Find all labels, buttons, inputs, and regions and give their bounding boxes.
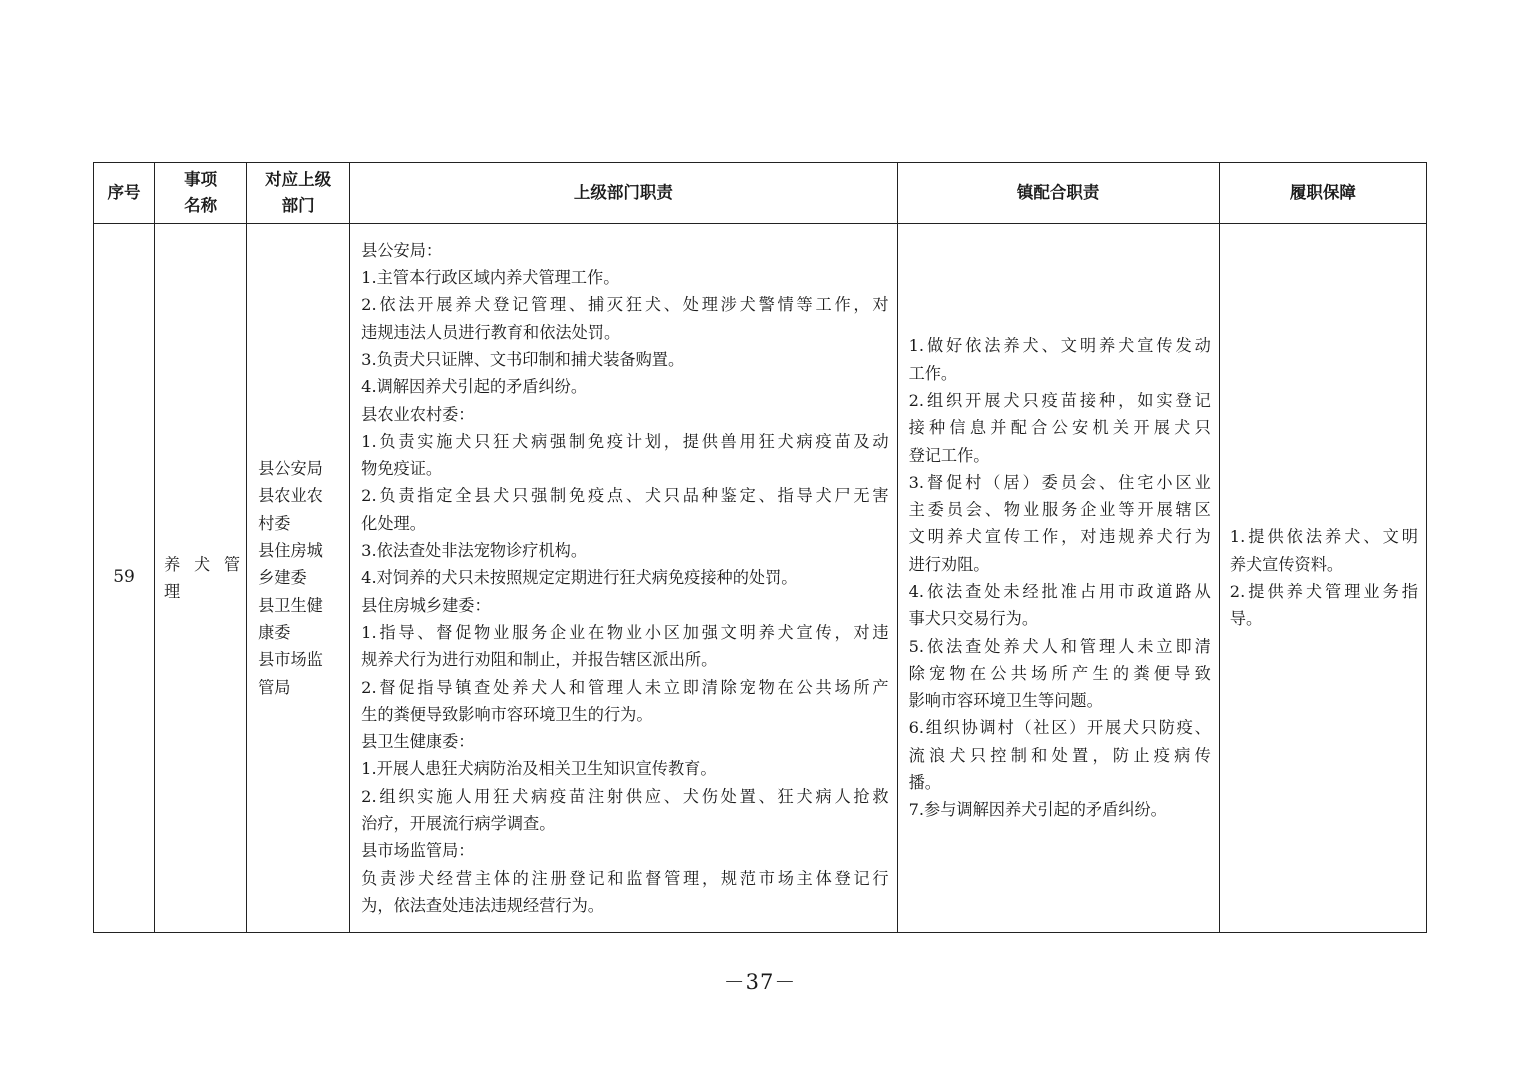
dept-line: 县农业农 [258, 486, 323, 506]
text-line: 生的粪便导致影响市容环境卫生的行为。 [361, 704, 653, 724]
text-line: 县农业农村委： [361, 404, 475, 424]
dept-line: 县住房城 [258, 541, 323, 561]
header-item-name [155, 163, 247, 224]
responsibility-table-container [93, 162, 1427, 933]
responsibility-table [93, 162, 1427, 933]
text-line: 县市场监管局： [361, 841, 475, 861]
text-line: 2.负责指定全县犬只强制免疫点、犬只品种鉴定、指导犬尸无害 [361, 486, 889, 506]
row-item-name-line: 理 [164, 582, 181, 601]
text-line: 2.提供养犬管理业务指 [1229, 582, 1418, 601]
text-line: 1.负责实施犬只狂犬病强制免疫计划，提供兽用狂犬病疫苗及动 [361, 431, 889, 451]
text-line: 3.依法查处非法宠物诊疗机构。 [361, 541, 588, 561]
table-row [94, 224, 1427, 933]
header-no: 序号 [94, 163, 155, 224]
dept-line: 康委 [258, 622, 291, 642]
text-line: 县卫生健康委： [361, 732, 475, 752]
text-line: 7.参与调解因养犬引起的矛盾纠纷。 [908, 800, 1167, 820]
text-line: 物免疫证。 [361, 459, 443, 479]
dept-line: 县公安局 [258, 459, 323, 479]
text-line: 4.调解因养犬引起的矛盾纠纷。 [361, 377, 588, 397]
header-item-name-line-2: 名称 [184, 196, 218, 215]
text-line: 负责涉犬经营主体的注册登记和监督管理，规范市场主体登记行 [361, 868, 889, 888]
text-line: 4.对饲养的犬只未按照规定定期进行狂犬病免疫接种的处罚。 [361, 568, 798, 588]
row-item-name [155, 224, 247, 933]
dept-line: 县市场监 [258, 650, 323, 670]
header-guarantee: 履职保障 [1219, 163, 1426, 224]
header-upper-duty: 上级部门职责 [350, 163, 897, 224]
text-line: 导。 [1229, 609, 1263, 629]
header-counterpart-dept-line-2: 部门 [281, 196, 315, 215]
text-line: 2.组织开展犬只疫苗接种，如实登记 [908, 390, 1211, 410]
text-line: 工作。 [908, 363, 958, 383]
text-line: 3.督促村（居）委员会、住宅小区业 [908, 472, 1211, 492]
text-line: 2.督促指导镇查处养犬人和管理人未立即清除宠物在公共场所产 [361, 677, 889, 697]
text-line: 1.开展人患狂犬病防治及相关卫生知识宣传教育。 [361, 759, 717, 779]
text-line: 县公安局： [361, 240, 443, 260]
text-line: 播。 [908, 773, 941, 793]
text-line: 1.主管本行政区域内养犬管理工作。 [361, 268, 620, 288]
dept-line: 管局 [258, 677, 291, 697]
row-counterpart-dept [247, 224, 350, 933]
text-line: 为，依法查处违法违规经营行为。 [361, 895, 604, 915]
text-line: 3.负责犬只证牌、文书印制和捕犬装备购置。 [361, 349, 685, 369]
text-line: 登记工作。 [908, 445, 990, 465]
text-line: 2.依法开展养犬登记管理、捕灭狂犬、处理涉犬警情等工作，对 [361, 295, 889, 315]
table-header-row [94, 163, 1427, 224]
text-line: 违规违法人员进行教育和依法处罚。 [361, 322, 621, 342]
dept-line: 村委 [258, 513, 291, 533]
row-no: 59 [94, 224, 155, 933]
row-item-name-line: 养犬管 [164, 554, 241, 574]
text-line: 1.提供依法养犬、文明 [1229, 527, 1418, 547]
text-line: 4.依法查处未经批准占用市政道路从 [908, 582, 1211, 601]
page-number: －37－ [723, 970, 797, 994]
row-town-duty [897, 224, 1219, 933]
text-line: 化处理。 [361, 513, 426, 533]
text-line: 接种信息并配合公安机关开展犬只 [908, 418, 1211, 438]
text-line: 进行劝阻。 [908, 554, 990, 574]
header-counterpart-dept [247, 163, 350, 224]
header-item-name-line-1: 事项 [184, 170, 218, 189]
text-line: 流浪犬只控制和处置，防止疫病传 [908, 745, 1211, 765]
text-line: 2.组织实施人用狂犬病疫苗注射供应、犬伤处置、狂犬病人抢救 [361, 786, 889, 806]
text-line: 影响市容环境卫生等问题。 [908, 691, 1103, 711]
text-line: 县住房城乡建委： [361, 595, 491, 615]
row-upper-duty [350, 224, 897, 933]
row-guarantee [1219, 224, 1426, 933]
text-line: 规养犬行为进行劝阻和制止，并报告辖区派出所。 [361, 650, 718, 670]
text-line: 文明养犬宣传工作，对违规养犬行为 [908, 527, 1211, 547]
dept-line: 乡建委 [258, 568, 307, 588]
text-line: 6.组织协调村（社区）开展犬只防疫、 [908, 718, 1211, 738]
text-line: 主委员会、物业服务企业等开展辖区 [908, 500, 1211, 520]
dept-line: 县卫生健 [258, 595, 323, 615]
header-counterpart-dept-line-1: 对应上级 [265, 170, 332, 189]
text-line: 除宠物在公共场所产生的粪便导致 [908, 663, 1211, 683]
text-line: 养犬宣传资料。 [1229, 554, 1344, 574]
text-line: 治疗，开展流行病学调查。 [361, 814, 556, 834]
text-line: 5.依法查处养犬人和管理人未立即清 [908, 636, 1211, 656]
text-line: 事犬只交易行为。 [908, 609, 1039, 629]
header-town-duty: 镇配合职责 [897, 163, 1219, 224]
text-line: 1.指导、督促物业服务企业在物业小区加强文明养犬宣传，对违 [361, 622, 889, 642]
text-line: 1.做好依法养犬、文明养犬宣传发动 [908, 336, 1211, 356]
